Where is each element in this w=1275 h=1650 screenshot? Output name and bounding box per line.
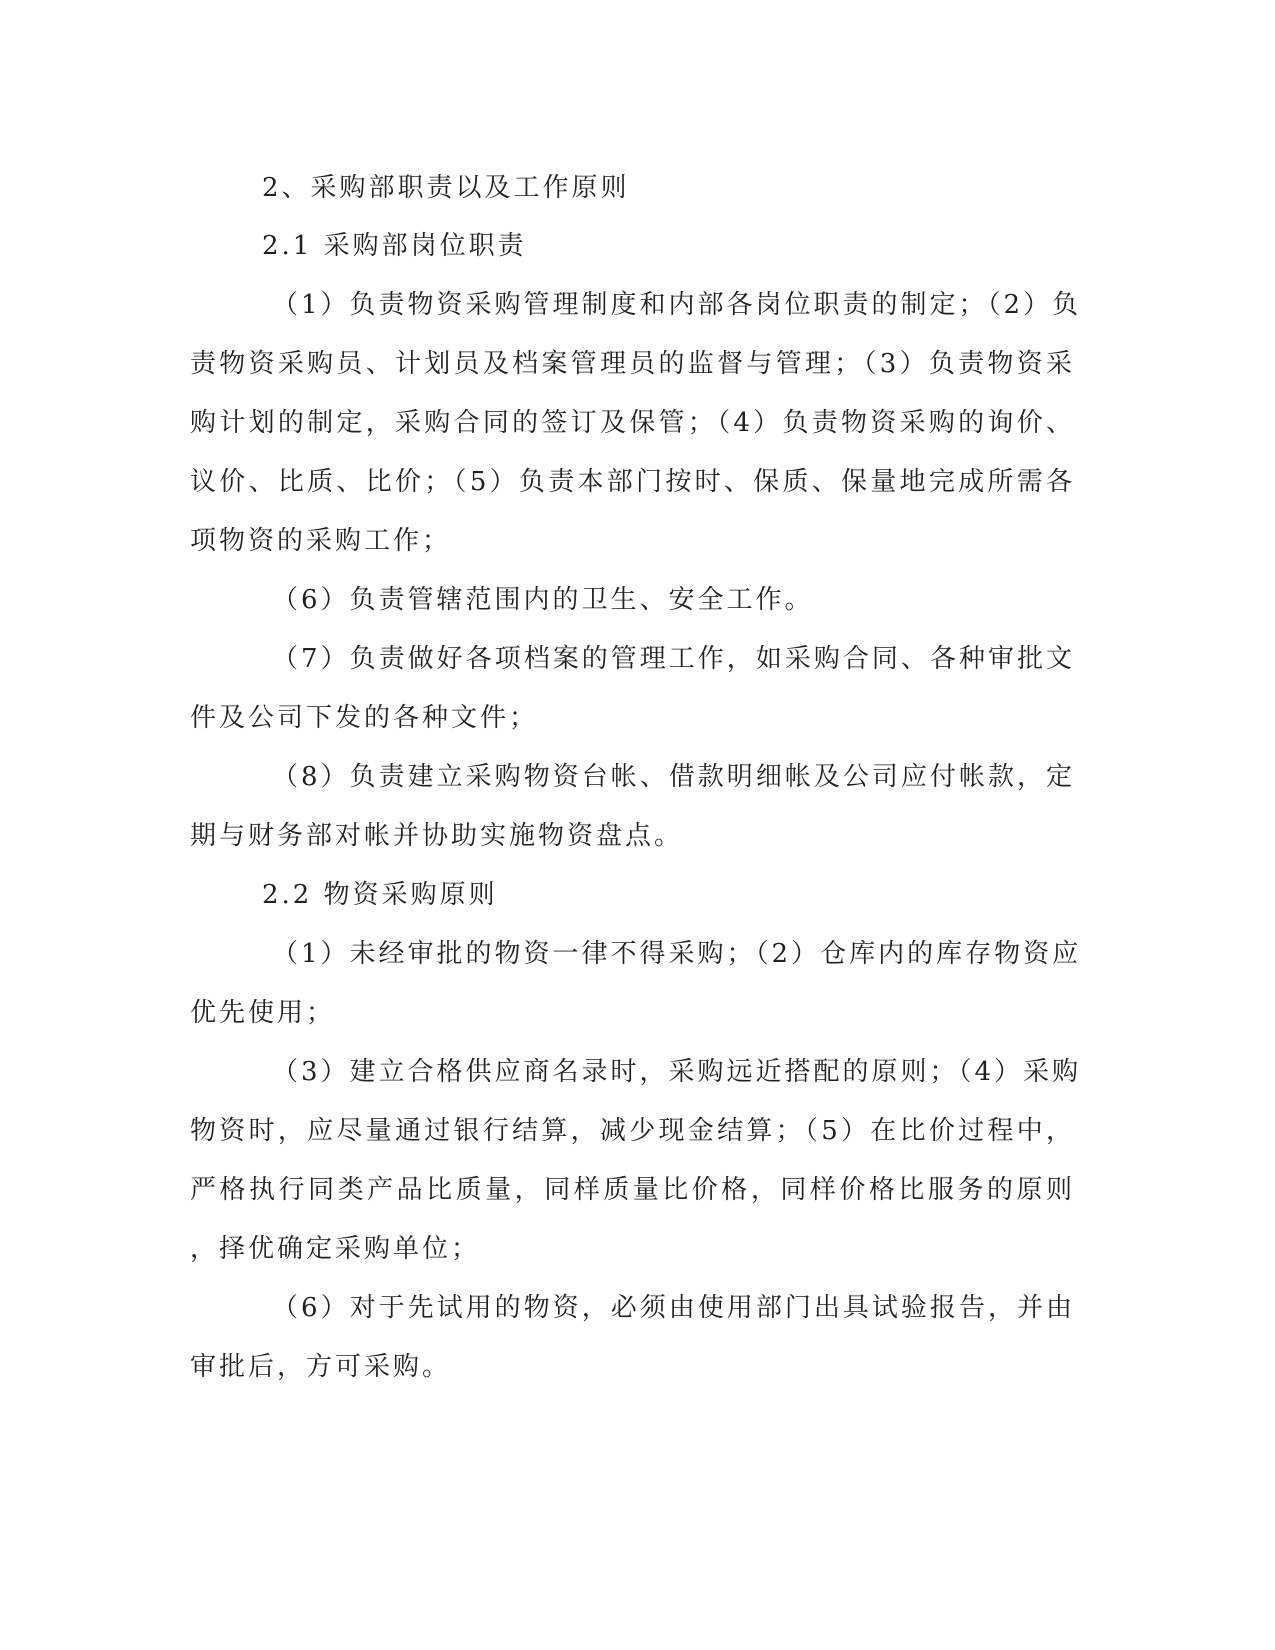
text-line: （6）负责管辖范围内的卫生、安全工作。 — [272, 585, 814, 615]
subsection-heading: 2.2 物资采购原则 — [262, 880, 498, 910]
text-line: （8）负责建立采购物资台帐、借款明细帐及公司应付帐款，定 — [272, 762, 1075, 792]
text-line: ，择优确定采购单位； — [190, 1234, 481, 1264]
text-line: 优先使用； — [190, 998, 336, 1028]
subsection-heading: 2.1 采购部岗位职责 — [262, 231, 527, 261]
text-line: 件及公司下发的各种文件； — [190, 703, 539, 733]
text-line: 购计划的制定，采购合同的签订及保管；（4）负责物资采购的询价、 — [190, 408, 1075, 438]
text-line: 项物资的采购工作； — [190, 526, 452, 556]
text-line: 严格执行同类产品比质量，同样质量比价格，同样价格比服务的原则 — [190, 1175, 1075, 1205]
text-line: （7）负责做好各项档案的管理工作，如采购合同、各种审批文 — [272, 644, 1075, 674]
text-line: 议价、比质、比价；（5）负责本部门按时、保质、保量地完成所需各 — [190, 467, 1075, 497]
text-line: 审批后，方可采购。 — [190, 1352, 452, 1382]
text-line: （1）未经审批的物资一律不得采购；（2）仓库内的库存物资应 — [272, 939, 1082, 969]
section-heading: 2、采购部职责以及工作原则 — [262, 173, 630, 203]
text-line: （6）对于先试用的物资，必须由使用部门出具试验报告，并由 — [272, 1293, 1075, 1323]
text-line: 责物资采购员、计划员及档案管理员的监督与管理；（3）负责物资采 — [190, 349, 1075, 379]
text-line: （1）负责物资采购管理制度和内部各岗位职责的制定；（2）负 — [272, 290, 1082, 320]
text-line: 物资时，应尽量通过银行结算，减少现金结算；（5）在比价过程中， — [190, 1116, 1075, 1146]
text-line: （3）建立合格供应商名录时，采购远近搭配的原则；（4）采购 — [272, 1057, 1082, 1087]
text-line: 期与财务部对帐并协助实施物资盘点。 — [190, 821, 684, 851]
